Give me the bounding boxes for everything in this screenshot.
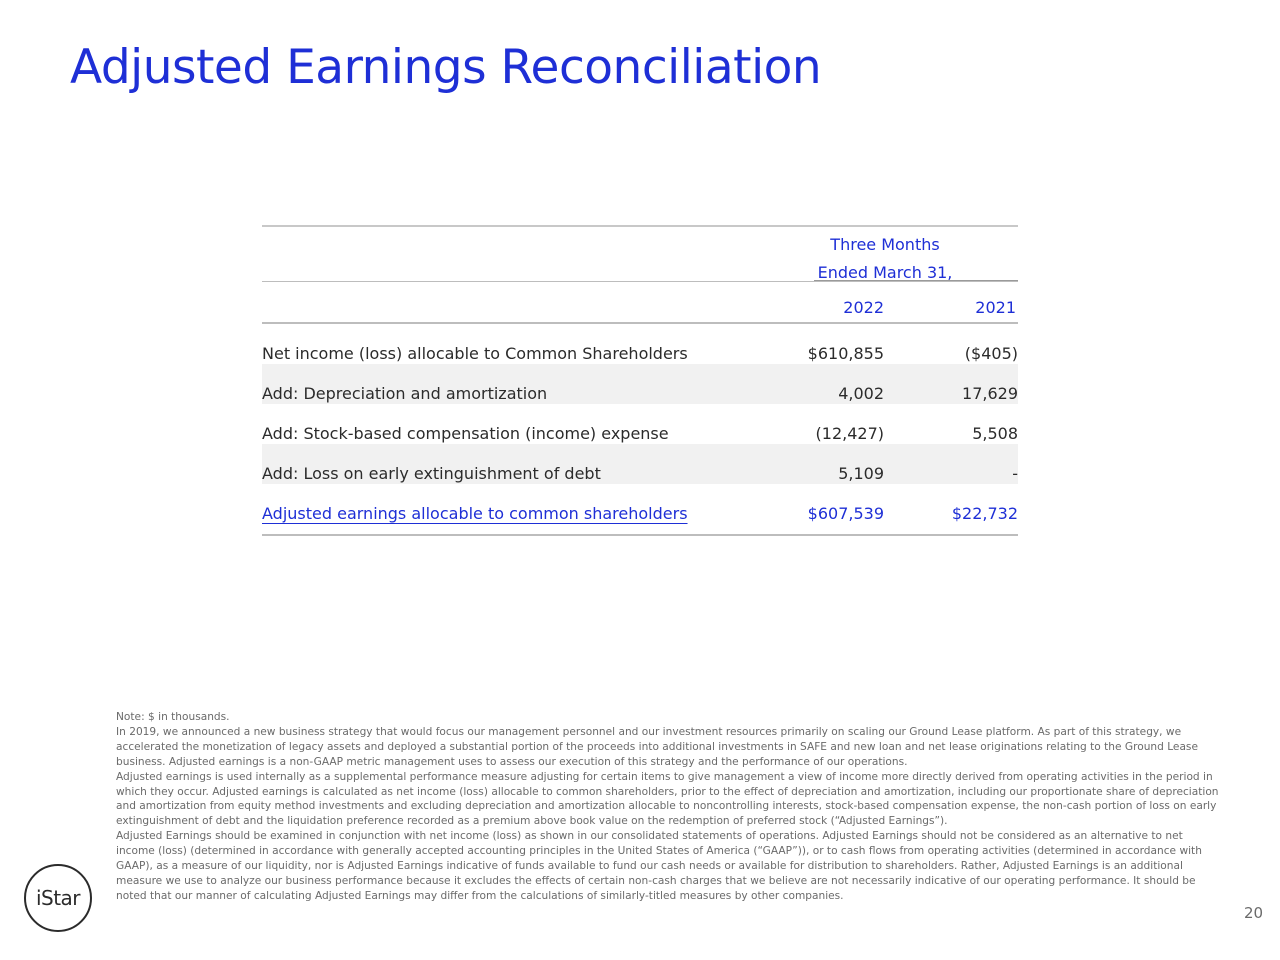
row-value-2021: 5,508 (972, 424, 1018, 443)
row-value-2022: 4,002 (838, 384, 884, 403)
row-value-2022: (12,427) (815, 424, 884, 443)
logo-text: iStar (35, 886, 81, 910)
total-row (262, 494, 1018, 536)
footnotes (116, 710, 1221, 904)
istar-logo (24, 864, 92, 932)
row-label: Add: Loss on early extinguishment of debt (262, 464, 601, 483)
row-label: Add: Depreciation and amortization (262, 384, 548, 403)
table-row (262, 444, 1018, 484)
row-value-2021: ($405) (964, 344, 1018, 363)
period-line-1: Three Months (830, 235, 940, 254)
footnote-units: Note: $ in thousands. (116, 711, 230, 723)
table-row (262, 404, 1018, 444)
year-2021-header: 2021 (975, 298, 1016, 317)
footnote-paragraph: Adjusted Earnings should be examined in conjunction with net income (loss) as shown in our consolidated statements of operations. Adjusted Earnings should not be considered as an alternative to net income (loss) (determined in accordance with generally accepted accounting principles in the United States of America (“GAAP”)), or to cash flows from operating activities (determined in accordance with GAAP), as a measure of our liquidity, nor is Adjusted Earnings indicative of funds available to fund our cash needs or available for distribution to shareholders. Rather, Adjusted Earnings is an additional measure we use to analyze our business performance because it excludes the effects of certain non-cash charges that we believe are not necessarily indicative of our operating performance. It should be noted that our manner of calculating Adjusted Earnings may differ from the calculations of similarly-titled measures by other companies. (116, 830, 1202, 902)
row-value-2022: $610,855 (807, 344, 884, 363)
footnote-paragraph: In 2019, we announced a new business strategy that would focus our management personnel and our investment resources primarily on scaling our Ground Lease platform. As part of this strategy, we accelerated the monetization of legacy assets and deployed a substantial portion of the proceeds into additional investments in SAFE and new loan and net lease originations relating to the Ground Lease business. Adjusted earnings is a non-GAAP metric management uses to assess our execution of this strategy and the performance of our operations. (116, 725, 1198, 768)
period-line-2: Ended March 31, (817, 263, 953, 282)
footnote-paragraph: Adjusted earnings is used internally as a supplemental performance measure adjusting for certain items to give management a view of income more directly derived from operating activities in the period in which they occur. Adjusted earnings is calculated as net income (loss) allocable to common shareholders, prior to the effect of depreciation and amortization, including our proportionate share of depreciation and amortization from equity method investments and excluding depreciation and amortization allocable to noncontrolling interests, stock-based compensation expense, the non-cash portion of loss on early extinguishment of debt and the liquidation preference recorded as a premium above book value on the redemption of preferred stock (“Adjusted Earnings”). (116, 770, 1219, 828)
period-header (262, 227, 1018, 281)
page-title: Adjusted Earnings Reconciliation (70, 40, 822, 95)
year-header-row (262, 281, 1018, 324)
row-value-2021: - (1012, 464, 1018, 483)
reconciliation-table (262, 225, 1018, 536)
page-number: 20 (1244, 904, 1264, 922)
row-value-2021: 17,629 (962, 384, 1018, 403)
row-label: Add: Stock-based compensation (income) expense (262, 424, 669, 443)
table-row (262, 324, 1018, 364)
row-value-2022: 5,109 (838, 464, 884, 483)
year-2022-header: 2022 (843, 298, 884, 317)
row-label: Net income (loss) allocable to Common Shareholders (262, 344, 688, 363)
table-row (262, 364, 1018, 404)
total-value-2022: $607,539 (807, 504, 884, 523)
total-label: Adjusted earnings allocable to common shareholders (262, 504, 688, 523)
total-value-2021: $22,732 (951, 504, 1018, 523)
